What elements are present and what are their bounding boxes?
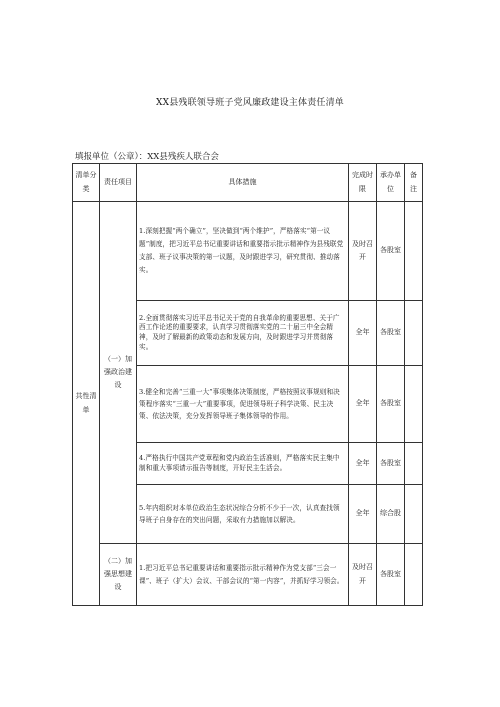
category-cell: 共性清单 xyxy=(73,202,100,606)
unit-cell: 各股室 xyxy=(377,443,405,485)
header-unit: 承办单位 xyxy=(377,164,405,202)
document-title: XX县残联领导班子党风廉政建设主体责任清单 xyxy=(155,98,344,108)
group-cell-political: （一）加强政治建设 xyxy=(100,202,137,544)
unit-cell: 综合股 xyxy=(377,485,405,544)
header-deadline: 完成时限 xyxy=(349,164,377,202)
measure-cell: 5.年内组织对本单位政治生态状况综合分析不少于一次，认真查找领导班子自身存在的突出问题，采取有力措施加以解决。 xyxy=(137,485,349,544)
measure-cell: 3.健全和完善“三重一大”事项集体决策制度，严格按照议事规则和决策程序落实“三重一大”重要事项，促进领导班子科学决策、民主决策、依法决策，充分发挥领导班子集体领导的作用。 xyxy=(137,366,349,443)
note-cell xyxy=(405,485,423,544)
measure-cell: 2.全面贯彻落实习近平总书记关于党的自我革命的重要思想、关于广西工作论述的重要要求，认真学习贯彻落实党的二十届三中全会精神，及时了解最新的政策动态和发展方向，及时跟进学习并贯彻落实。 xyxy=(137,301,349,366)
deadline-cell: 及时召开 xyxy=(349,544,377,606)
measure-cell: 1.深刻把握“两个确立”，坚决做到“两个维护”，严格落实“第一议题”制度，把习近平总书记重要讲话和重要指示批示精神作为县残联党支部、班子议事决策的第一议题，及时跟进学习，研究贯彻、推动落实。 xyxy=(137,202,349,301)
header-measures: 具体措施 xyxy=(137,164,349,202)
unit-cell: 各股室 xyxy=(377,301,405,366)
unit-cell: 各股室 xyxy=(377,544,405,606)
note-cell xyxy=(405,443,423,485)
header-category: 清单分类 xyxy=(73,164,100,202)
header-note: 备注 xyxy=(405,164,423,202)
header-item: 责任项目 xyxy=(100,164,137,202)
fill-unit-label: 填报单位（公章）：XX县残疾人联合会 xyxy=(75,152,219,162)
deadline-cell: 全年 xyxy=(349,366,377,443)
table-row xyxy=(73,544,423,606)
deadline-cell: 全年 xyxy=(349,485,377,544)
responsibility-table xyxy=(72,163,423,606)
measure-cell: 4.严格执行中国共产党章程和党内政治生活准则，严格落实民主集中制和重大事项请示报告等制度，开好民主生活会。 xyxy=(137,443,349,485)
group-cell-ideological: （二）加强思想建设 xyxy=(100,544,137,606)
deadline-cell: 全年 xyxy=(349,443,377,485)
unit-cell: 各股室 xyxy=(377,366,405,443)
deadline-cell: 及时召开 xyxy=(349,202,377,301)
note-cell xyxy=(405,544,423,606)
table-header-row xyxy=(73,164,423,202)
deadline-cell: 全年 xyxy=(349,301,377,366)
unit-cell: 各股室 xyxy=(377,202,405,301)
table-row xyxy=(73,202,423,301)
note-cell xyxy=(405,366,423,443)
measure-cell: 1.把习近平总书记重要讲话和重要指示批示精神作为党支部“三会一课”、班子（扩大）会议、干部会议的“第一内容”，并抓好学习领会。 xyxy=(137,544,349,606)
note-cell xyxy=(405,301,423,366)
note-cell xyxy=(405,202,423,301)
